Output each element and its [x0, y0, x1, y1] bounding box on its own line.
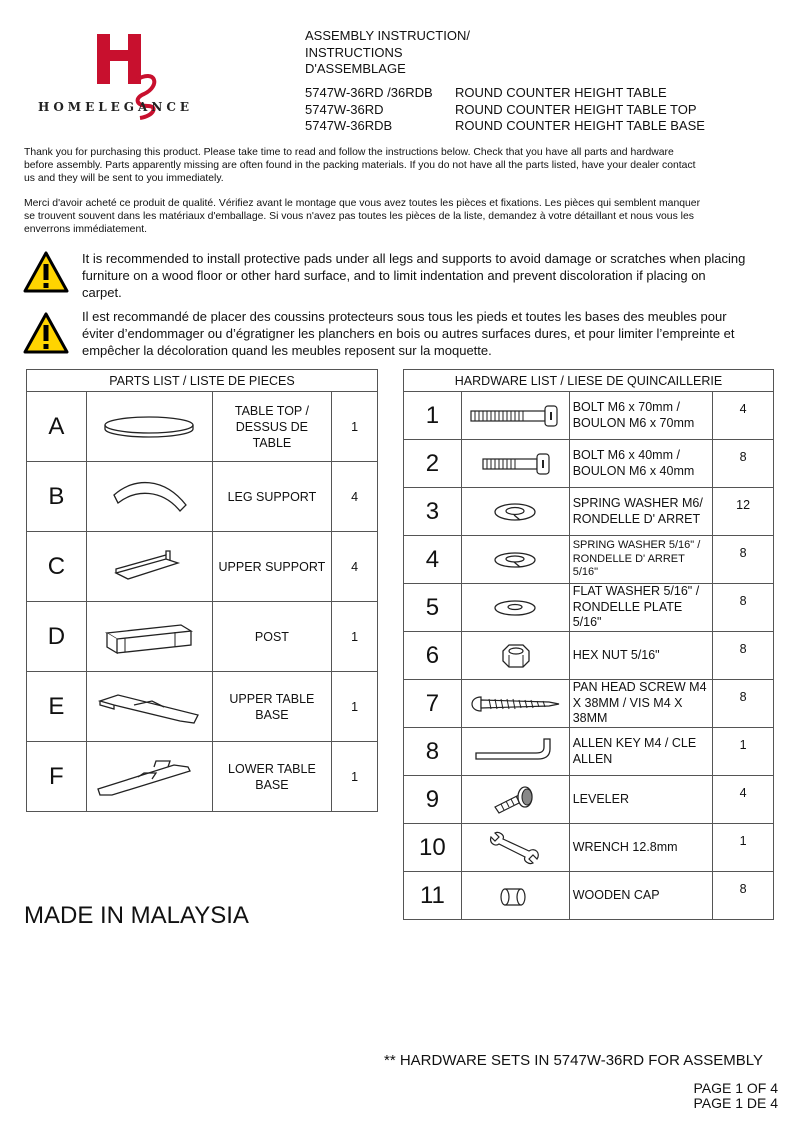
- model-code: 5747W-36RDB: [305, 118, 393, 133]
- warning-english: [82, 250, 772, 301]
- table-row: [404, 440, 774, 488]
- warning-line: éviter d’endommager ou d’égratigner les planchers en bois ou autres surfaces dures, et pour limiter l’empreinte et: [82, 326, 735, 341]
- table-row: [404, 488, 774, 536]
- part-name-line: UPPER SUPPORT: [218, 559, 326, 574]
- hardware-name-line: WOODEN CAP: [572, 887, 660, 902]
- hardware-qty: 4: [713, 392, 774, 440]
- model-row: [305, 102, 705, 119]
- hardware-name-line: BOLT M6 x 40mm /: [572, 448, 680, 462]
- table-top-icon: [99, 412, 199, 442]
- table-row: [27, 392, 378, 462]
- title-line: ASSEMBLY INSTRUCTION/: [305, 28, 470, 43]
- hardware-qty: 8: [713, 632, 774, 680]
- part-image: [86, 462, 212, 532]
- table-row: [27, 532, 378, 602]
- hardware-image: [461, 680, 569, 728]
- part-qty: 4: [332, 462, 378, 532]
- wooden-cap-icon: [495, 881, 535, 911]
- page-number-fr: PAGE 1 DE 4: [693, 1095, 778, 1111]
- hardware-name-line: BOLT M6 x 70mm /: [572, 400, 680, 414]
- table-row: [404, 728, 774, 776]
- part-name-line: TABLE: [252, 435, 292, 450]
- hardware-name-line: SPRING WASHER 5/16" /: [572, 539, 701, 552]
- hardware-name: [569, 392, 713, 440]
- part-image: [86, 392, 212, 462]
- warning-en-icon: [22, 250, 70, 294]
- model-list: [305, 85, 705, 135]
- hardware-name-line: X 38MM / VIS M4 X: [572, 695, 683, 710]
- hardware-sets-note: ** HARDWARE SETS IN 5747W-36RD FOR ASSEMBLY: [384, 1052, 763, 1069]
- part-name: [212, 672, 332, 742]
- parts-table: [26, 369, 378, 812]
- hardware-name: [569, 728, 713, 776]
- title-line: INSTRUCTIONS: [305, 44, 403, 60]
- hardware-table-title: HARDWARE LIST / LIESE DE QUINCAILLERIE: [404, 370, 774, 392]
- allen-key-icon: [470, 735, 560, 769]
- part-name: [212, 392, 332, 462]
- part-name-line: BASE: [255, 777, 289, 792]
- part-name-line: TABLE TOP /: [234, 403, 309, 418]
- hardware-number: 6: [404, 632, 462, 680]
- hardware-qty: 4: [713, 776, 774, 824]
- hardware-number: 7: [404, 680, 462, 728]
- hardware-image: [461, 440, 569, 488]
- intro-line: us and they will be sent to you immediately.: [24, 173, 224, 184]
- table-row: [404, 584, 774, 632]
- warning-line: Il est recommandé de placer des coussins protecteurs sous tous les pieds et toutes les bases des meubles pour: [82, 309, 727, 324]
- part-qty: 1: [332, 602, 378, 672]
- model-name: ROUND COUNTER HEIGHT TABLE BASE: [455, 118, 705, 133]
- model-row: [305, 85, 705, 102]
- hardware-qty: 8: [713, 584, 774, 632]
- hardware-name-line: SPRING WASHER M6/: [572, 496, 703, 510]
- table-row: [404, 680, 774, 728]
- warning-line: furniture on a wood floor or other hard surface, and to limit indentation and prevent discoloration if placing on: [82, 268, 706, 283]
- part-qty: 4: [332, 532, 378, 602]
- made-in-label: MADE IN MALAYSIA: [24, 902, 249, 929]
- spring-washer-5-16-icon: [490, 548, 540, 572]
- part-name-line: LOWER TABLE: [228, 761, 316, 776]
- warning-fr-icon: [22, 311, 70, 355]
- hardware-name-line: BOULON M6 x 70mm: [572, 415, 695, 430]
- hardware-name-line: 38MM: [572, 711, 608, 726]
- hardware-name: [569, 440, 713, 488]
- intro-english: [24, 146, 704, 185]
- part-name-line: UPPER TABLE: [229, 691, 315, 706]
- table-row: [404, 536, 774, 584]
- hardware-number: 5: [404, 584, 462, 632]
- hardware-image: [461, 824, 569, 872]
- hardware-name-line: WRENCH 12.8mm: [572, 839, 678, 854]
- hardware-name-line: RONDELLE D' ARRET: [572, 552, 685, 565]
- part-name: [212, 462, 332, 532]
- part-letter: F: [27, 742, 87, 812]
- intro-line: se trouvent souvent dans les matériaux d'emballage. Si vous n'avez pas toutes les pièces de la liste, demandez à votre détaillant et nous vous les: [24, 211, 694, 222]
- bolt-70mm-icon: [467, 403, 563, 429]
- upper-table-base-icon: [94, 687, 204, 727]
- hardware-image: [461, 536, 569, 584]
- hardware-name: [569, 584, 713, 632]
- warning-french: [82, 308, 772, 359]
- hardware-number: 4: [404, 536, 462, 584]
- hardware-qty: 8: [713, 536, 774, 584]
- part-qty: 1: [332, 672, 378, 742]
- warning-line: empêcher la décoloration quand les meubles reposent sur la moquette.: [82, 343, 492, 358]
- bolt-40mm-icon: [475, 451, 555, 477]
- model-row: [305, 118, 705, 135]
- model-code: 5747W-36RD /36RDB: [305, 85, 433, 100]
- hardware-qty: 8: [713, 680, 774, 728]
- hardware-image: [461, 632, 569, 680]
- part-name-line: BASE: [255, 707, 289, 722]
- part-qty: 1: [332, 392, 378, 462]
- hardware-name-line: 5/16": [572, 615, 602, 630]
- hardware-number: 8: [404, 728, 462, 776]
- intro-french: [24, 197, 704, 236]
- warning-line: It is recommended to install protective pads under all legs and supports to avoid damage or scratches when placing: [82, 251, 746, 266]
- intro-line: enverrons immédiatement.: [24, 224, 148, 235]
- model-code: 5747W-36RD: [305, 101, 384, 117]
- hardware-name-line: RONDELLE PLATE: [572, 599, 683, 614]
- part-name: [212, 532, 332, 602]
- part-name: [212, 742, 332, 812]
- upper-support-icon: [104, 547, 194, 587]
- intro-line: Merci d'avoir acheté ce produit de qualité. Vérifiez avant le montage que vous avez toutes les pièces et fixations. Les pièces qui semblent manquer: [24, 198, 701, 209]
- table-row: [27, 742, 378, 812]
- leg-support-icon: [104, 477, 194, 517]
- brand-logo: [36, 28, 216, 128]
- intro-line: before assembly. Parts apparently missing are often found in the packing materials. If you do not have all the parts listed, have your dealer contact: [24, 160, 696, 171]
- hardware-name-line: ALLEN KEY M4 / CLE: [572, 736, 697, 750]
- hardware-name-line: LEVELER: [572, 791, 629, 806]
- part-letter: D: [27, 602, 87, 672]
- hardware-image: [461, 584, 569, 632]
- part-name-line: POST: [254, 629, 289, 644]
- spring-washer-m6-icon: [490, 500, 540, 524]
- hardware-name: [569, 632, 713, 680]
- hardware-name: [569, 536, 713, 584]
- hardware-number: 1: [404, 392, 462, 440]
- hardware-name-line: PAN HEAD SCREW M4: [572, 680, 707, 695]
- hardware-number: 9: [404, 776, 462, 824]
- logo-text: HOMELEGANCE: [38, 100, 194, 114]
- part-letter: B: [27, 462, 87, 532]
- part-qty: 1: [332, 742, 378, 812]
- hardware-name-line: FLAT WASHER 5/16" /: [572, 584, 700, 599]
- parts-table-title: PARTS LIST / LISTE DE PIECES: [27, 370, 378, 392]
- table-row: [404, 632, 774, 680]
- hardware-qty: 8: [713, 440, 774, 488]
- table-row: [27, 672, 378, 742]
- part-name-line: LEG SUPPORT: [227, 489, 317, 504]
- part-image: [86, 742, 212, 812]
- hardware-name-line: BOULON M6 x 40mm: [572, 463, 695, 478]
- table-row: [404, 776, 774, 824]
- table-row: [27, 602, 378, 672]
- hardware-image: [461, 392, 569, 440]
- hardware-name-line: RONDELLE D' ARRET: [572, 511, 701, 526]
- page-number-en: PAGE 1 OF 4: [693, 1080, 778, 1096]
- hardware-name-line: 5/16": [572, 566, 599, 579]
- wrench-icon: [485, 831, 545, 865]
- hardware-name: [569, 776, 713, 824]
- part-image: [86, 532, 212, 602]
- hardware-image: [461, 728, 569, 776]
- hardware-image: [461, 776, 569, 824]
- hardware-name: [569, 872, 713, 920]
- model-name: ROUND COUNTER HEIGHT TABLE TOP: [455, 101, 697, 117]
- hardware-qty: 12: [713, 488, 774, 536]
- leveler-icon: [485, 783, 545, 817]
- table-row: [404, 872, 774, 920]
- hardware-qty: 1: [713, 824, 774, 872]
- flat-washer-icon: [490, 596, 540, 620]
- table-row: [404, 824, 774, 872]
- warning-line: carpet.: [82, 285, 122, 300]
- hardware-number: 10: [404, 824, 462, 872]
- hardware-qty: 8: [713, 872, 774, 920]
- hardware-name: [569, 488, 713, 536]
- part-name-line: DESSUS DE: [235, 419, 309, 434]
- hardware-name-line: HEX NUT 5/16": [572, 647, 660, 662]
- hardware-name-line: ALLEN: [572, 751, 613, 766]
- hardware-qty: 1: [713, 728, 774, 776]
- hardware-number: 3: [404, 488, 462, 536]
- hex-nut-icon: [495, 641, 535, 671]
- hardware-number: 2: [404, 440, 462, 488]
- hardware-name: [569, 824, 713, 872]
- hardware-image: [461, 488, 569, 536]
- part-letter: E: [27, 672, 87, 742]
- title-line: D'ASSEMBLAGE: [305, 61, 406, 76]
- model-name: ROUND COUNTER HEIGHT TABLE: [455, 85, 667, 100]
- part-letter: A: [27, 392, 87, 462]
- part-image: [86, 672, 212, 742]
- part-name: [212, 602, 332, 672]
- part-letter: C: [27, 532, 87, 602]
- part-image: [86, 602, 212, 672]
- lower-table-base-icon: [94, 755, 204, 799]
- pan-head-screw-icon: [467, 691, 563, 717]
- post-icon: [99, 617, 199, 657]
- doc-title: [305, 28, 470, 78]
- hardware-image: [461, 872, 569, 920]
- table-row: [404, 392, 774, 440]
- hardware-name: [569, 680, 713, 728]
- hardware-number: 11: [404, 872, 462, 920]
- intro-line: Thank you for purchasing this product. Please take time to read and follow the instructions below. Check that you have all parts and hardware: [24, 147, 674, 158]
- table-row: [27, 462, 378, 532]
- hardware-table: [403, 369, 774, 920]
